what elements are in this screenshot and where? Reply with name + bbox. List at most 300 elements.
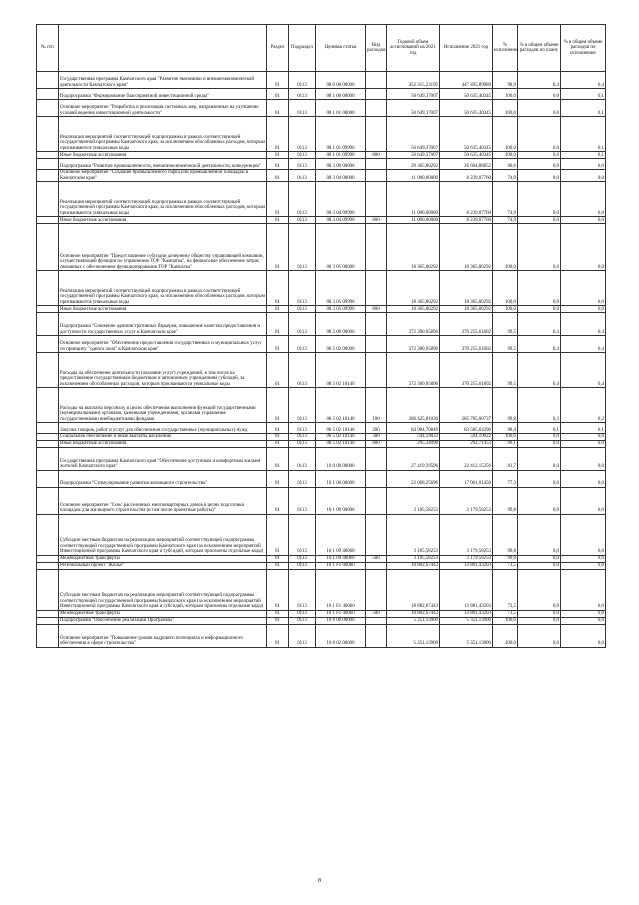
cell-name: Основное мероприятие "Предоставление субсидии дочернему обществу управляющей компании, осуществляющей функции по управлению ТОР "Камчатка", на финансовое обеспечение затрат, связанных с обеспечением функционирования ТОР "Камчатка" xyxy=(59,224,267,271)
cell-target-article: 08 3 04 00000 xyxy=(316,170,366,182)
cell-execution: 18 365,80292 xyxy=(440,306,493,313)
cell-execution: 370 255,61602 xyxy=(440,336,493,353)
cell-target-article: 10 0 00 00000 xyxy=(316,447,366,470)
cell-razdel: 01 xyxy=(267,159,289,170)
cell-target-article: 08 5 02 10140 xyxy=(316,434,366,441)
cell-expense-type xyxy=(366,569,387,610)
cell-execution: 50 635,40345 xyxy=(440,100,493,117)
cell-num xyxy=(37,306,59,313)
table-row xyxy=(37,624,606,647)
cell-razdel: 01 xyxy=(267,617,289,624)
cell-share-exec: 0,0 xyxy=(561,555,606,562)
cell-razdel: 01 xyxy=(267,388,289,423)
cell-name: Основное мероприятие "Разработка и реализация системных мер, направленных на улучшение условий ведения инвестиционной деятельности" xyxy=(59,100,267,117)
cell-percent: 90,6 xyxy=(493,159,518,170)
header-share-exec: % в общем объеме расходов по исполнению xyxy=(561,25,606,72)
cell-num xyxy=(37,313,59,336)
cell-podrazdel: 0113 xyxy=(289,72,316,89)
cell-percent: 98,9 xyxy=(493,72,518,89)
cell-num xyxy=(37,271,59,306)
cell-target-article: 08 5 02 00000 xyxy=(316,336,366,353)
cell-num xyxy=(37,610,59,617)
cell-percent: 100,0 xyxy=(493,306,518,313)
cell-target-article: 08 1 01 09990 xyxy=(316,117,366,152)
table-row xyxy=(37,117,606,152)
cell-expense-type: 500 xyxy=(366,555,387,562)
cell-name: Подпрограмма "Стимулирование развития жилищного строительства" xyxy=(59,470,267,487)
table-row xyxy=(37,610,606,617)
cell-target-article: 10 1 F1 40060 xyxy=(316,610,366,617)
cell-name: Иные бюджетные ассигнования xyxy=(59,217,267,224)
cell-share-exec: 0,4 xyxy=(561,313,606,336)
cell-plan: 3 185,58253 xyxy=(387,514,440,555)
cell-share-exec: 0,0 xyxy=(561,224,606,271)
cell-target-article: 08 3 05 00000 xyxy=(316,224,366,271)
table-row xyxy=(37,271,606,306)
cell-expense-type: 800 xyxy=(366,306,387,313)
cell-target-article: 08 5 02 10140 xyxy=(316,353,366,388)
table-row xyxy=(37,569,606,610)
cell-name: Социальное обеспечение и иные выплаты населению xyxy=(59,434,267,441)
cell-podrazdel: 0113 xyxy=(289,170,316,182)
cell-share-plan: 0,0 xyxy=(518,306,561,313)
header-percent: % исполнения xyxy=(493,25,518,72)
cell-expense-type xyxy=(366,117,387,152)
cell-podrazdel: 0113 xyxy=(289,117,316,152)
cell-execution: 447 495,89989 xyxy=(440,72,493,89)
cell-share-plan: 0,0 xyxy=(518,440,561,447)
cell-num xyxy=(37,117,59,152)
cell-podrazdel: 0113 xyxy=(289,89,316,100)
cell-podrazdel: 0113 xyxy=(289,336,316,353)
cell-percent: 100,0 xyxy=(493,89,518,100)
cell-percent: 100,0 xyxy=(493,434,518,441)
cell-name: Иные бюджетные ассигнования xyxy=(59,440,267,447)
cell-podrazdel: 0113 xyxy=(289,569,316,610)
cell-plan: 452 315,23195 xyxy=(387,72,440,89)
cell-share-exec: 0,1 xyxy=(561,89,606,100)
budget-table xyxy=(36,24,606,648)
cell-name: Основное мероприятие "Создание промышленного парка или промышленной площадки в Камчатском крае" xyxy=(59,170,267,182)
cell-plan: 372 300,05896 xyxy=(387,313,440,336)
cell-num xyxy=(37,89,59,100)
cell-target-article: 08 5 02 10140 xyxy=(316,388,366,423)
cell-razdel: 01 xyxy=(267,72,289,89)
cell-share-exec: 0,0 xyxy=(561,434,606,441)
cell-podrazdel: 0113 xyxy=(289,440,316,447)
cell-execution: 285 785,00737 xyxy=(440,388,493,423)
cell-expense-type: 100 xyxy=(366,388,387,423)
cell-plan: 84 984,70846 xyxy=(387,423,440,434)
header-num: № п/п xyxy=(37,25,59,72)
cell-share-plan: 0,0 xyxy=(518,562,561,569)
cell-execution: 370 255,61602 xyxy=(440,353,493,388)
cell-podrazdel: 0113 xyxy=(289,182,316,217)
cell-percent: 74,9 xyxy=(493,217,518,224)
cell-execution: 292,71453 xyxy=(440,440,493,447)
cell-share-exec: 0,0 xyxy=(561,562,606,569)
cell-expense-type xyxy=(366,336,387,353)
cell-share-plan: 0,0 xyxy=(518,434,561,441)
cell-num xyxy=(37,440,59,447)
cell-share-plan: 0,4 xyxy=(518,313,561,336)
cell-plan: 11 000,00000 xyxy=(387,217,440,224)
cell-expense-type xyxy=(366,353,387,388)
cell-share-plan: 0,0 xyxy=(518,624,561,647)
cell-share-plan: 0,3 xyxy=(518,388,561,423)
cell-share-plan: 0,4 xyxy=(518,353,561,388)
cell-percent: 74,9 xyxy=(493,170,518,182)
cell-percent: 99,8 xyxy=(493,388,518,423)
cell-share-exec: 0,1 xyxy=(561,117,606,152)
cell-expense-type xyxy=(366,271,387,306)
cell-plan: 18 882,67443 xyxy=(387,610,440,617)
cell-plan: 18 882,67443 xyxy=(387,569,440,610)
cell-podrazdel: 0113 xyxy=(289,610,316,617)
cell-name: Закупка товаров, работ и услуг для обеспечения государственных (муниципальных) нужд xyxy=(59,423,267,434)
cell-podrazdel: 0113 xyxy=(289,313,316,336)
cell-name: Основное мероприятие "Обеспечение предоставления государственных и муниципальных услуг по принципу "одного окна" в Камчатском крае" xyxy=(59,336,267,353)
cell-percent: 99,8 xyxy=(493,555,518,562)
cell-num xyxy=(37,182,59,217)
cell-podrazdel: 0113 xyxy=(289,100,316,117)
table-row xyxy=(37,514,606,555)
cell-name: Субсидии местным бюджетам на реализацию мероприятий соответствующей подпрограммы соответствующей государственной программы Камчатского края (за исключением мероприятий Инвестиционной программы Камчатского края и субсидий, которым присвоены отдельные коды) xyxy=(59,569,267,610)
table-row xyxy=(37,470,606,487)
cell-percent: 100,0 xyxy=(493,152,518,159)
cell-name: Межбюджетные трансферты xyxy=(59,610,267,617)
cell-plan: 18 882,67443 xyxy=(387,562,440,569)
table-row xyxy=(37,224,606,271)
cell-execution: 18 365,80292 xyxy=(440,271,493,306)
cell-execution: 594,19022 xyxy=(440,434,493,441)
cell-razdel: 01 xyxy=(267,306,289,313)
cell-target-article: 10 1 09 00000 xyxy=(316,487,366,514)
cell-execution: 5 351,13900 xyxy=(440,617,493,624)
table-row xyxy=(37,72,606,89)
cell-expense-type xyxy=(366,170,387,182)
cell-plan: 372 300,05896 xyxy=(387,336,440,353)
cell-razdel: 01 xyxy=(267,434,289,441)
cell-name: Субсидии местным бюджетам на реализацию мероприятий соответствующей подпрограммы соответствующей государственной программы Камчатского края (за исключением мероприятий Инвестиционной программы Камчатского края и субсидий, которым присвоены отдельные коды) xyxy=(59,514,267,555)
cell-share-exec: 0,0 xyxy=(561,487,606,514)
cell-execution: 50 635,40345 xyxy=(440,152,493,159)
table-row xyxy=(37,152,606,159)
table-row xyxy=(37,89,606,100)
cell-num xyxy=(37,170,59,182)
cell-name: Подпрограмма "Развитие промышленности, внешнеэкономической деятельности, конкуренции" xyxy=(59,159,267,170)
cell-share-exec: 0,0 xyxy=(561,569,606,610)
cell-razdel: 01 xyxy=(267,217,289,224)
cell-podrazdel: 0113 xyxy=(289,353,316,388)
table-row xyxy=(37,388,606,423)
cell-podrazdel: 0113 xyxy=(289,224,316,271)
cell-execution: 50 635,40345 xyxy=(440,89,493,100)
cell-share-exec: 0,4 xyxy=(561,336,606,353)
cell-share-exec: 0,0 xyxy=(561,217,606,224)
cell-name: Расходы на обеспечение деятельности (оказание услуг) учреждений, в том числе на предоставление государственным бюджетным и автономным учреждениям субсидий, за исключением обособленных расходов, которым присваиваются уникальные коды xyxy=(59,353,267,388)
cell-plan: 50 649,37007 xyxy=(387,152,440,159)
cell-share-exec: 0,0 xyxy=(561,182,606,217)
cell-execution: 22 412,15356 xyxy=(440,447,493,470)
cell-num xyxy=(37,217,59,224)
cell-share-exec: 0,0 xyxy=(561,610,606,617)
cell-execution: 13 881,43203 xyxy=(440,610,493,617)
table-row xyxy=(37,100,606,117)
cell-share-exec: 0,0 xyxy=(561,514,606,555)
cell-plan: 22 068,25696 xyxy=(387,470,440,487)
cell-podrazdel: 0113 xyxy=(289,562,316,569)
cell-share-plan: 0,0 xyxy=(518,487,561,514)
table-row xyxy=(37,562,606,569)
cell-num xyxy=(37,447,59,470)
cell-share-plan: 0,0 xyxy=(518,182,561,217)
cell-razdel: 01 xyxy=(267,182,289,217)
cell-num xyxy=(37,470,59,487)
cell-razdel: 01 xyxy=(267,447,289,470)
cell-share-exec: 0,0 xyxy=(561,440,606,447)
cell-name: Подпрограмма "Снижение административных барьеров, повышение качества предоставления и доступности государственных услуг в Камчатском крае" xyxy=(59,313,267,336)
cell-podrazdel: 0113 xyxy=(289,306,316,313)
cell-expense-type xyxy=(366,470,387,487)
cell-share-exec: 0,0 xyxy=(561,170,606,182)
cell-share-exec: 0,1 xyxy=(561,100,606,117)
cell-share-plan: 0,0 xyxy=(518,610,561,617)
cell-share-plan: 0,0 xyxy=(518,271,561,306)
cell-plan: 18 365,80292 xyxy=(387,306,440,313)
cell-num xyxy=(37,569,59,610)
cell-execution: 26 604,88052 xyxy=(440,159,493,170)
cell-share-plan: 0,4 xyxy=(518,336,561,353)
cell-num xyxy=(37,617,59,624)
header-execution: Исполнение 2021 год xyxy=(440,25,493,72)
cell-percent: 100,0 xyxy=(493,224,518,271)
cell-execution: 370 255,61602 xyxy=(440,313,493,336)
cell-expense-type xyxy=(366,224,387,271)
cell-percent: 73,5 xyxy=(493,569,518,610)
cell-plan: 18 365,80292 xyxy=(387,224,440,271)
cell-execution: 5 351,13900 xyxy=(440,624,493,647)
cell-share-plan: 0,0 xyxy=(518,159,561,170)
cell-percent: 98,4 xyxy=(493,423,518,434)
cell-podrazdel: 0113 xyxy=(289,514,316,555)
cell-expense-type: 800 xyxy=(366,152,387,159)
cell-num xyxy=(37,353,59,388)
header-razdel: Раздел xyxy=(267,25,289,72)
cell-podrazdel: 0113 xyxy=(289,617,316,624)
header-podrazdel: Подраздел xyxy=(289,25,316,72)
table-row xyxy=(37,353,606,388)
cell-plan: 29 365,80292 xyxy=(387,159,440,170)
cell-num xyxy=(37,555,59,562)
cell-plan: 5 351,13900 xyxy=(387,624,440,647)
cell-expense-type xyxy=(366,562,387,569)
cell-share-exec: 0,4 xyxy=(561,353,606,388)
cell-podrazdel: 0113 xyxy=(289,423,316,434)
cell-target-article: 08 1 01 09990 xyxy=(316,152,366,159)
cell-plan: 18 365,80292 xyxy=(387,271,440,306)
cell-target-article: 08 3 05 09990 xyxy=(316,306,366,313)
cell-target-article: 10 1 09 40060 xyxy=(316,514,366,555)
cell-share-plan: 0,0 xyxy=(518,117,561,152)
cell-num xyxy=(37,388,59,423)
cell-share-exec: 0,3 xyxy=(561,388,606,423)
cell-plan: 50 649,37007 xyxy=(387,89,440,100)
cell-name: Подпрограмма "Обеспечение реализации Программы" xyxy=(59,617,267,624)
cell-percent: 100,0 xyxy=(493,624,518,647)
cell-name: Реализация мероприятий соответствующей подпрограммы в рамках соответствующей государственной программы Камчатского края, за исключением обособленных расходов, которым присваиваются уникальные коды xyxy=(59,117,267,152)
cell-target-article: 10 1 F1 40060 xyxy=(316,569,366,610)
cell-name: Реализация мероприятий соответствующей подпрограммы в рамках соответствующей государственной программы Камчатского края, за исключением обособленных расходов, которым присваиваются уникальные коды xyxy=(59,182,267,217)
cell-percent: 99,5 xyxy=(493,313,518,336)
cell-name: Основное мероприятие "Снос расселенных многоквартирных домов в целях подготовки площадок для жилищного строительства (в том числе проектные работы)" xyxy=(59,487,267,514)
cell-share-plan: 0,0 xyxy=(518,617,561,624)
header-share-plan: % в общем объеме расходов по плану xyxy=(518,25,561,72)
cell-percent: 74,9 xyxy=(493,182,518,217)
cell-name: Реализация мероприятий соответствующей подпрограммы в рамках соответствующей государственной программы Камчатского края, за исключением обособленных расходов, которым присваиваются уникальные коды xyxy=(59,271,267,306)
cell-percent: 100,0 xyxy=(493,271,518,306)
table-row xyxy=(37,440,606,447)
cell-podrazdel: 0113 xyxy=(289,271,316,306)
cell-expense-type: 800 xyxy=(366,217,387,224)
cell-expense-type xyxy=(366,514,387,555)
cell-razdel: 01 xyxy=(267,170,289,182)
cell-target-article: 08 5 02 10140 xyxy=(316,423,366,434)
table-row xyxy=(37,336,606,353)
cell-razdel: 01 xyxy=(267,487,289,514)
cell-share-plan: 0,0 xyxy=(518,447,561,470)
cell-num xyxy=(37,72,59,89)
cell-podrazdel: 0113 xyxy=(289,624,316,647)
cell-expense-type xyxy=(366,72,387,89)
cell-execution: 3 179,58253 xyxy=(440,514,493,555)
cell-expense-type xyxy=(366,182,387,217)
cell-execution: 8 239,07760 xyxy=(440,170,493,182)
cell-share-exec: 0,0 xyxy=(561,306,606,313)
cell-razdel: 01 xyxy=(267,336,289,353)
cell-name: Государственная программа Камчатского края "Обеспечение доступным и комфортным жильем жителей Камчатского края" xyxy=(59,447,267,470)
cell-target-article: 08 5 00 00000 xyxy=(316,313,366,336)
cell-plan: 286 425,81030 xyxy=(387,388,440,423)
table-row xyxy=(37,313,606,336)
cell-percent: 100,0 xyxy=(493,117,518,152)
cell-razdel: 01 xyxy=(267,271,289,306)
table-row xyxy=(37,447,606,470)
cell-execution: 17 061,01456 xyxy=(440,470,493,487)
cell-share-exec: 0,0 xyxy=(561,624,606,647)
cell-num xyxy=(37,152,59,159)
cell-plan: 50 649,37007 xyxy=(387,117,440,152)
cell-plan: 50 649,37007 xyxy=(387,100,440,117)
cell-razdel: 01 xyxy=(267,89,289,100)
cell-razdel: 01 xyxy=(267,555,289,562)
cell-razdel: 01 xyxy=(267,610,289,617)
cell-num xyxy=(37,100,59,117)
cell-plan: 27 419,39596 xyxy=(387,447,440,470)
cell-num xyxy=(37,487,59,514)
cell-expense-type xyxy=(366,624,387,647)
table-row xyxy=(37,487,606,514)
cell-expense-type xyxy=(366,313,387,336)
cell-expense-type xyxy=(366,617,387,624)
cell-expense-type: 300 xyxy=(366,434,387,441)
cell-target-article: 10 8 00 00000 xyxy=(316,617,366,624)
cell-share-exec: 0,1 xyxy=(561,423,606,434)
cell-percent: 100,0 xyxy=(493,100,518,117)
cell-podrazdel: 0113 xyxy=(289,434,316,441)
cell-razdel: 01 xyxy=(267,224,289,271)
cell-podrazdel: 0113 xyxy=(289,470,316,487)
cell-name: Государственная программа Камчатского края "Развитие экономики и внешнеэкономической деятельности Камчатского края" xyxy=(59,72,267,89)
table-row xyxy=(37,159,606,170)
cell-expense-type xyxy=(366,447,387,470)
cell-target-article: 10 1 F1 00000 xyxy=(316,562,366,569)
cell-target-article: 10 8 02 00000 xyxy=(316,624,366,647)
cell-share-exec: 0,0 xyxy=(561,271,606,306)
header-expense-type: Вид расходов xyxy=(366,25,387,72)
cell-execution: 3 179,58253 xyxy=(440,487,493,514)
table-row xyxy=(37,555,606,562)
cell-share-exec: 0,0 xyxy=(561,470,606,487)
cell-plan: 11 000,00000 xyxy=(387,182,440,217)
cell-execution: 8 239,07760 xyxy=(440,182,493,217)
cell-expense-type: 800 xyxy=(366,440,387,447)
cell-expense-type xyxy=(366,159,387,170)
cell-podrazdel: 0113 xyxy=(289,388,316,423)
table-row xyxy=(37,617,606,624)
cell-share-exec: 0,4 xyxy=(561,72,606,89)
cell-share-plan: 0,0 xyxy=(518,100,561,117)
cell-razdel: 01 xyxy=(267,470,289,487)
cell-num xyxy=(37,336,59,353)
cell-share-plan: 0,0 xyxy=(518,555,561,562)
cell-percent: 99,1 xyxy=(493,440,518,447)
cell-share-exec: 0,0 xyxy=(561,159,606,170)
cell-percent: 99,8 xyxy=(493,514,518,555)
cell-razdel: 01 xyxy=(267,514,289,555)
cell-percent: 99,8 xyxy=(493,487,518,514)
cell-razdel: 01 xyxy=(267,569,289,610)
cell-expense-type xyxy=(366,89,387,100)
cell-expense-type xyxy=(366,487,387,514)
cell-num xyxy=(37,159,59,170)
cell-podrazdel: 0113 xyxy=(289,159,316,170)
cell-percent: 81,7 xyxy=(493,447,518,470)
cell-razdel: 01 xyxy=(267,100,289,117)
cell-execution: 13 881,43203 xyxy=(440,569,493,610)
cell-plan: 372 300,05896 xyxy=(387,353,440,388)
cell-share-plan: 0,0 xyxy=(518,514,561,555)
cell-num xyxy=(37,562,59,569)
cell-name: Региональный проект "Жилье" xyxy=(59,562,267,569)
cell-razdel: 01 xyxy=(267,313,289,336)
table-row xyxy=(37,306,606,313)
cell-share-plan: 0,0 xyxy=(518,470,561,487)
cell-execution: 3 179,58253 xyxy=(440,555,493,562)
cell-execution: 13 881,43203 xyxy=(440,562,493,569)
cell-name: Межбюджетные трансферты xyxy=(59,555,267,562)
cell-target-article: 08 5 02 10140 xyxy=(316,440,366,447)
cell-num xyxy=(37,514,59,555)
cell-plan: 594,19022 xyxy=(387,434,440,441)
cell-percent: 100,0 xyxy=(493,617,518,624)
cell-plan: 3 185,58253 xyxy=(387,555,440,562)
header-row xyxy=(37,25,606,72)
cell-expense-type: 500 xyxy=(366,610,387,617)
page-number: 8 xyxy=(318,878,321,884)
cell-num xyxy=(37,224,59,271)
cell-razdel: 01 xyxy=(267,562,289,569)
